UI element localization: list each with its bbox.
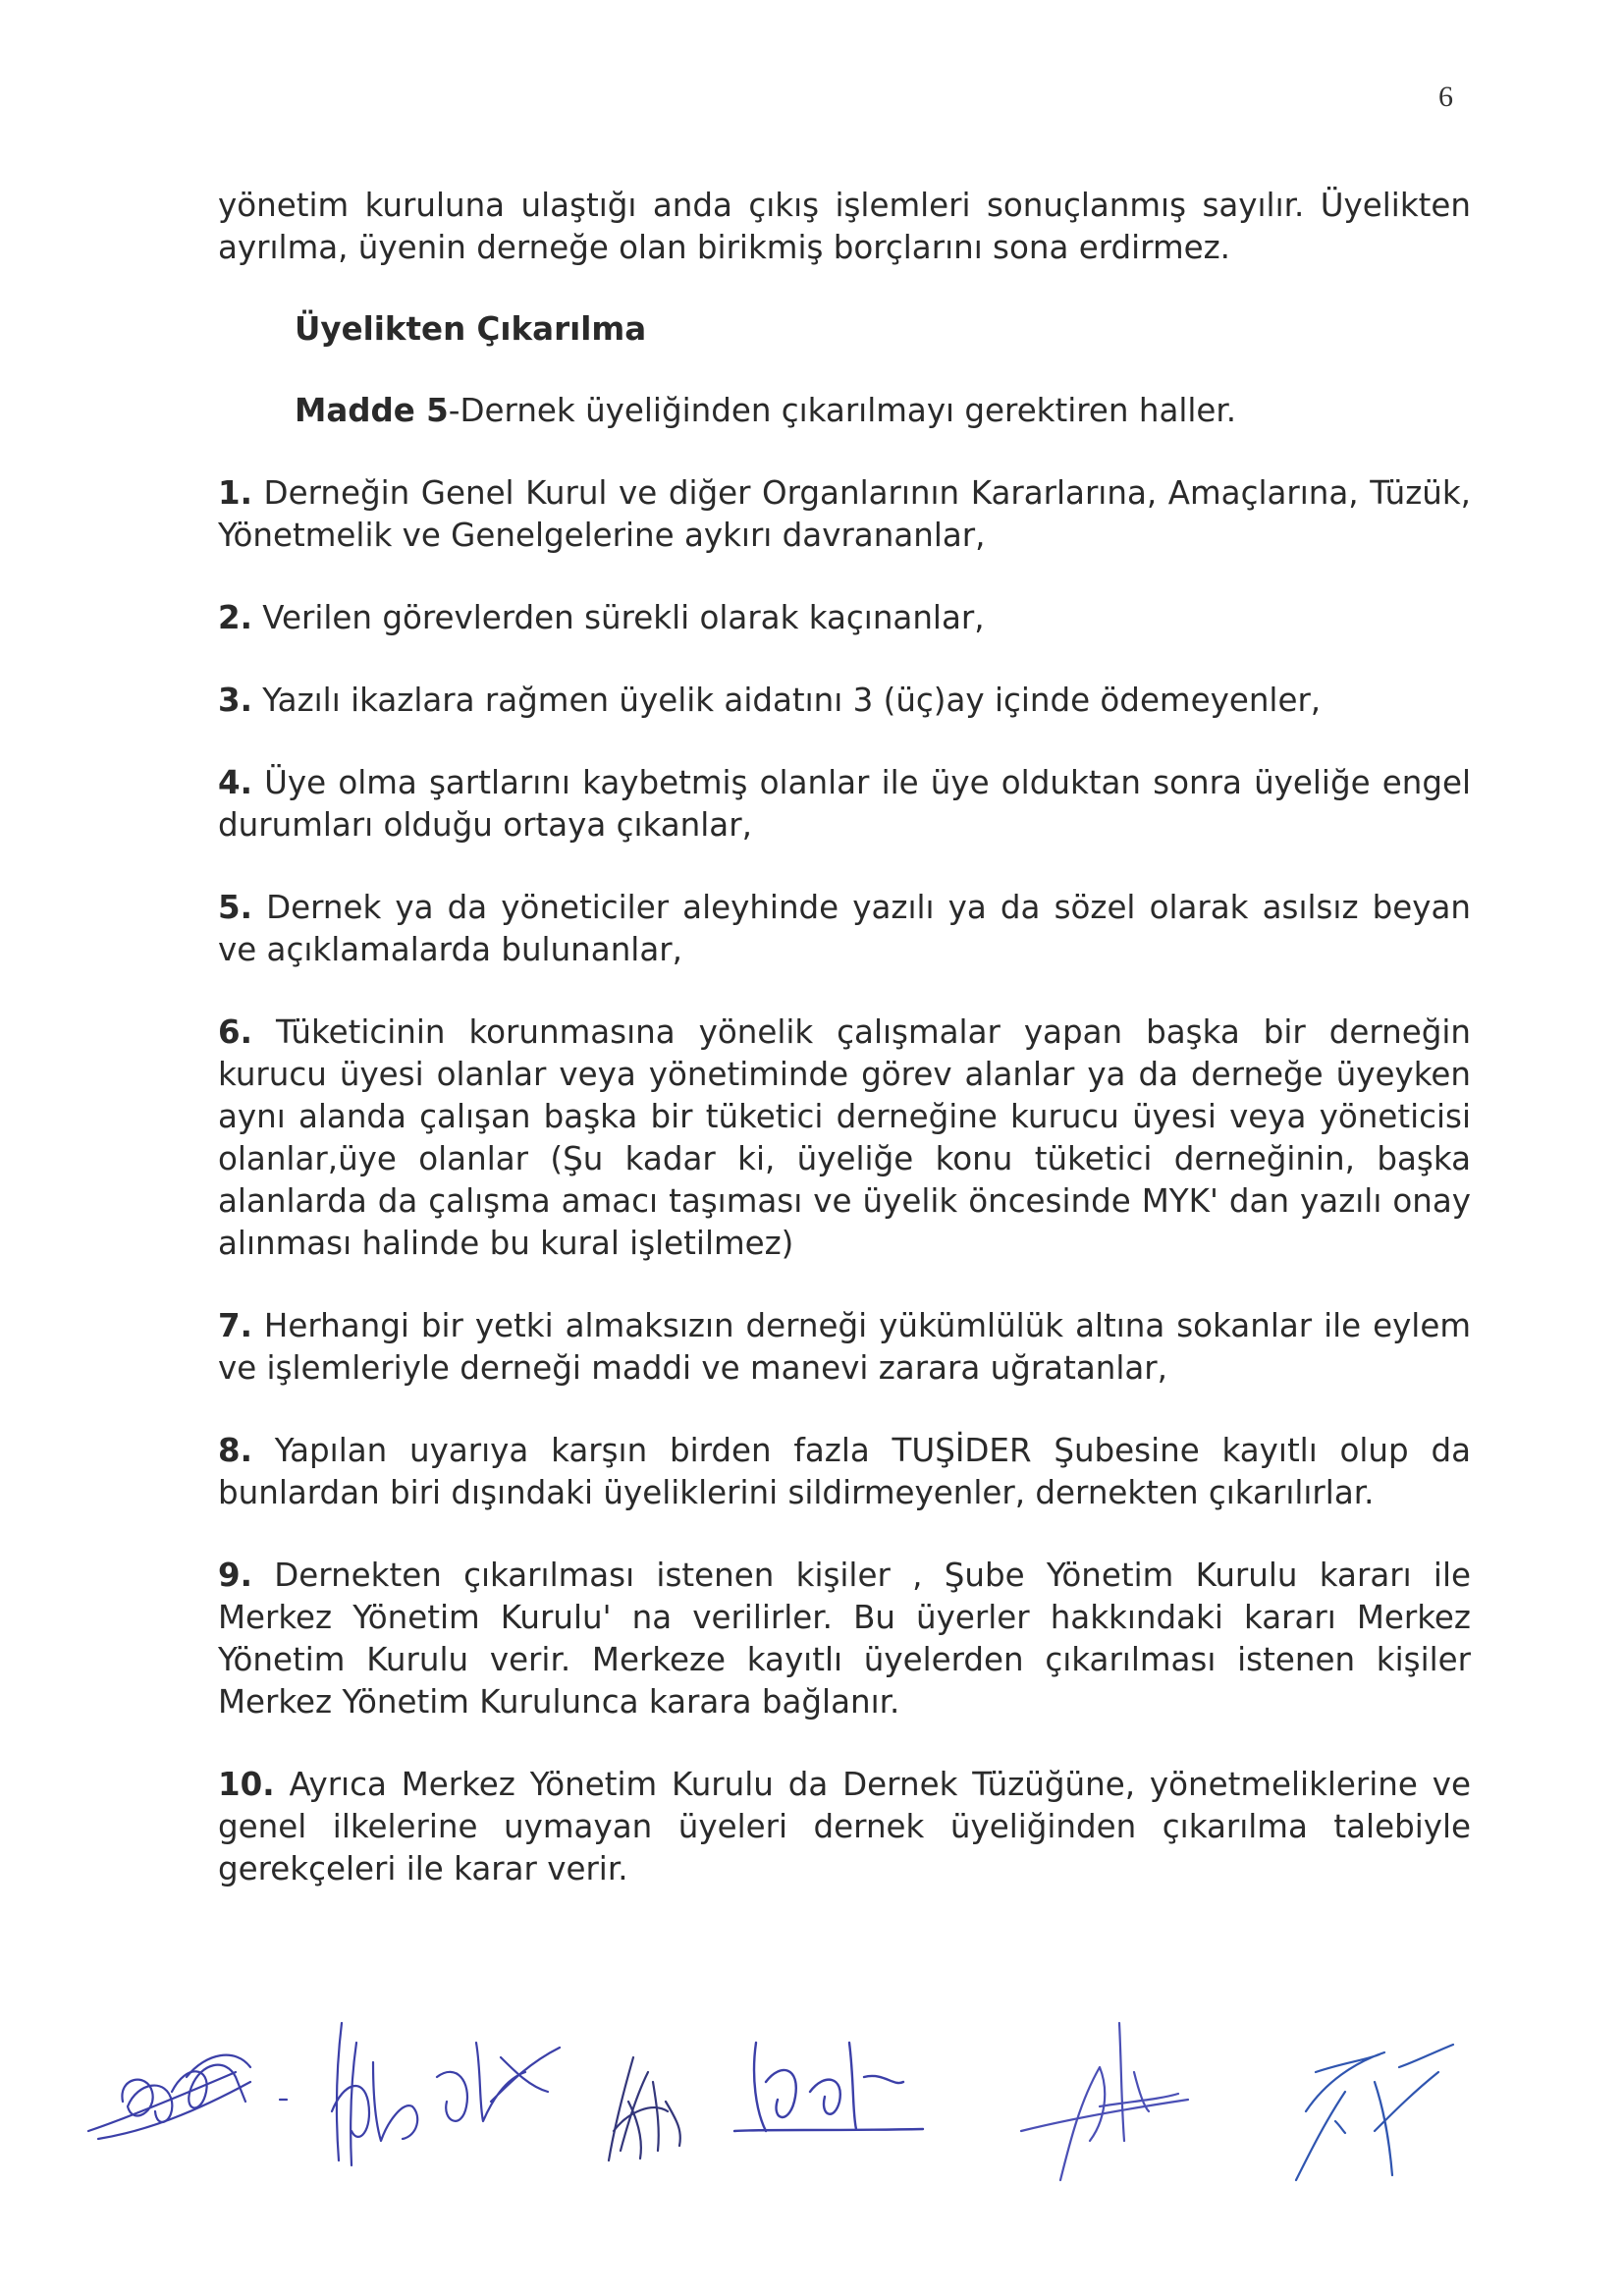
item-number: 2. (218, 599, 252, 636)
document-body (218, 185, 1471, 1931)
signature-1 (88, 2055, 287, 2139)
list-item (218, 1305, 1471, 1390)
signature-3 (609, 2057, 680, 2160)
intro-paragraph: yönetim kuruluna ulaştığı anda çıkış işlemleri sonuçlanmış sayılır. Üyelikten ayrılma, üyenin derneğe olan birikmiş borçlarını sona erdirmez. (218, 187, 1471, 266)
signature-4 (734, 2043, 923, 2131)
item-text: Tüketicinin korunmasına yönelik çalışmalar yapan başka bir derneğin kurucu üyesi olanlar veya yönetiminde görev alanlar ya da derneğe üyeyken aynı alanda çalışan başka bir tüketici derneğine kurucu üyesi veya yöneticisi olanlar,üye olanlar (Şu kadar ki, üyeliğe konu tüketici derneğinin, başka alanlarda da çalışma amacı taşıması ve üyelik öncesinde MYK' dan yazılı onay alınması halinde bu kural işletilmez) (218, 1013, 1471, 1262)
page-number: 6 (1438, 81, 1453, 113)
list-item (218, 472, 1471, 557)
signature-2 (332, 2023, 560, 2165)
article-label: Madde 5 (295, 392, 449, 429)
list-item (218, 680, 1471, 722)
item-text: Dernek ya da yöneticiler aleyhinde yazılı ya da sözel olarak asılsız beyan ve açıklamalarda bulunanlar, (218, 889, 1471, 968)
item-number: 7. (218, 1307, 252, 1344)
signature-5 (1021, 2023, 1188, 2180)
signature-row (79, 1984, 1532, 2200)
item-text: Verilen görevlerden sürekli olarak kaçınanlar, (251, 599, 985, 636)
item-number: 8. (218, 1432, 252, 1469)
item-text: Dernekten çıkarılması istenen kişiler , Şube Yönetim Kurulu kararı ile Merkez Yönetim Kurulu' na verilirler. Bu üyerler hakkındaki kararı Merkez Yönetim Kurulu verir. Merkeze kayıtlı üyelerden çıkarılması istenen kişiler Merkez Yönetim Kurulunca karara bağlanır. (218, 1557, 1471, 1721)
item-number: 10. (218, 1766, 275, 1803)
item-number: 3. (218, 682, 252, 719)
item-number: 9. (218, 1557, 252, 1594)
list-item (218, 1555, 1471, 1723)
list-item (218, 597, 1471, 639)
list-item (218, 887, 1471, 971)
item-number: 5. (218, 889, 252, 926)
signature-6 (1296, 2045, 1453, 2180)
signatures-graphic (79, 1984, 1532, 2200)
article-heading (295, 390, 1471, 432)
list-item (218, 1011, 1471, 1265)
section-title: Üyelikten Çıkarılma (295, 310, 647, 348)
list-item (218, 1764, 1471, 1890)
item-text: Yazılı ikazlara rağmen üyelik aidatını 3 (üç)ay içinde ödemeyenler, (251, 682, 1322, 719)
list-item (218, 762, 1471, 847)
item-text: Üye olma şartlarını kaybetmiş olanlar ile üye olduktan sonra üyeliğe engel durumları olduğu ortaya çıkanlar, (218, 764, 1471, 844)
item-text: Yapılan uyarıya karşın birden fazla TUŞİDER Şubesine kayıtlı olup da bunlardan biri dışındaki üyeliklerini sildirmeyenler, dernekten çıkarılırlar. (218, 1432, 1471, 1511)
item-text: Herhangi bir yetki almaksızın derneği yükümlülük altına sokanlar ile eylem ve işlemleriyle derneği maddi ve manevi zarara uğratanlar, (218, 1307, 1471, 1387)
item-text: Ayrıca Merkez Yönetim Kurulu da Dernek Tüzüğüne, yönetmeliklerine ve genel ilkelerine uymayan üyeleri dernek üyeliğinden çıkarılma talebiyle gerekçeleri ile karar verir. (218, 1766, 1471, 1887)
item-number: 1. (218, 474, 252, 512)
item-text: Derneğin Genel Kurul ve diğer Organlarının Kararlarına, Amaçlarına, Tüzük, Yönetmelik ve Genelgelerine aykırı davrananlar, (218, 474, 1471, 554)
list-item (218, 1430, 1471, 1514)
item-number: 4. (218, 764, 252, 801)
item-number: 6. (218, 1013, 252, 1051)
article-text: -Dernek üyeliğinden çıkarılmayı gerektiren haller. (448, 392, 1237, 429)
